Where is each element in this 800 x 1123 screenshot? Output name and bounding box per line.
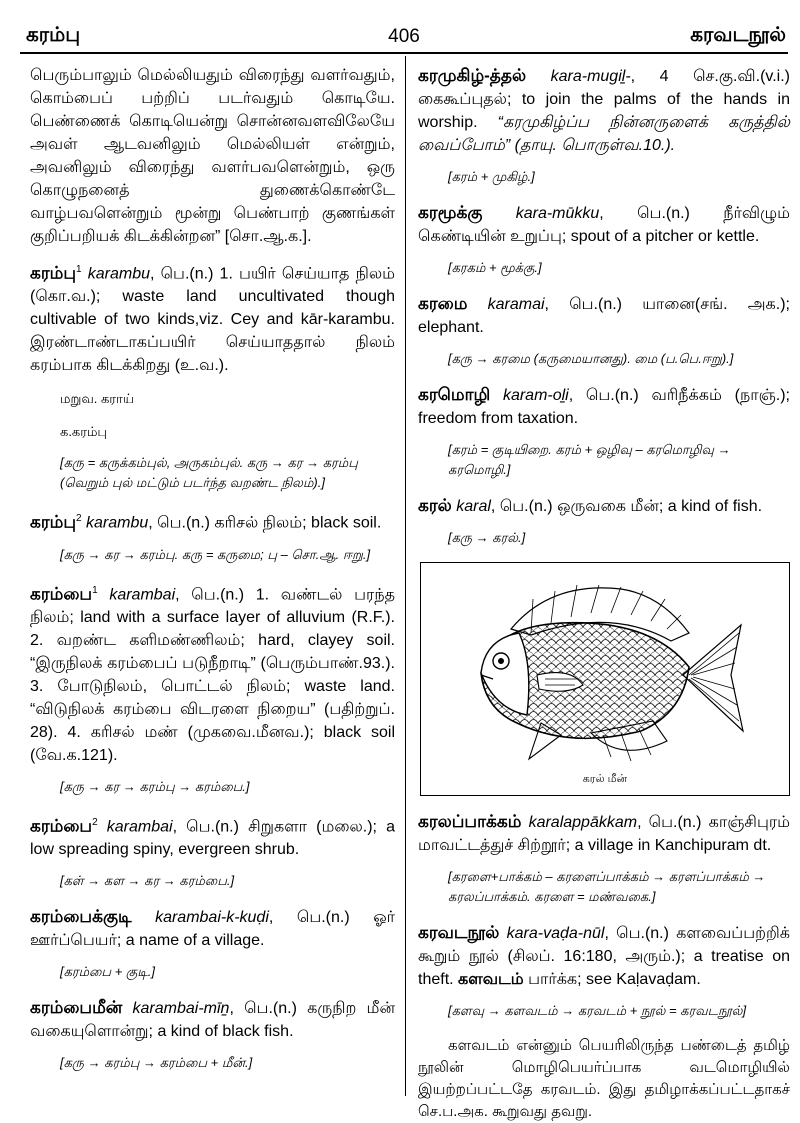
etymology: [களவு → களவடம் → கரவடம் + நூல் = கரவடநூல்]: [448, 1003, 747, 1018]
etymology: [கரு = கருக்கம்புல், அருகம்புல். கரு → கர → கரம்பு (வெறும் புல் மட்டும் படர்ந்த வறண்ட நிலம்).]: [60, 455, 358, 491]
definition: , பெ.(n.) கருநிற மீன் வகையுளொன்று; a kind of black fish.: [30, 1000, 395, 1041]
transliteration: kara-mūkku: [515, 205, 600, 222]
transliteration: karal: [456, 498, 491, 515]
headword: கரல்: [418, 496, 452, 515]
cross-reference: களவடம்: [458, 971, 524, 988]
right-column: [418, 64, 790, 1123]
synonym-line: மறுவ. கராய்: [60, 391, 134, 407]
definition: , பெ.(n.) கரிசல் நிலம்; black soil.: [148, 514, 382, 532]
entry-karamozhi: [418, 383, 790, 430]
transliteration: karambai: [106, 818, 173, 836]
headword: கரம்பை: [30, 583, 93, 603]
transliteration: karalappākkam: [528, 814, 638, 831]
homonym-number: 1: [76, 264, 82, 275]
homonym-number: 1: [92, 584, 98, 596]
headword: கரமூக்கு: [418, 203, 483, 222]
etymology: [கரகம் + மூக்கு.]: [448, 260, 542, 275]
entry-karamukku: [418, 201, 790, 248]
homonym-number: 2: [76, 513, 82, 525]
header-rule: [20, 52, 788, 54]
page-number: 406: [388, 26, 420, 47]
etymology: [கள் → கள → கர → கரம்பை.]: [60, 873, 235, 889]
transliteration: kara-vaḍa-nūl: [506, 925, 605, 942]
entry-karavadanul: [418, 921, 790, 991]
etymology: [கரம்பை + குடி.]: [60, 964, 155, 980]
headword: கரம்பைமீன்: [30, 998, 123, 1018]
page-header: [22, 2, 786, 48]
definition: , பெ.(n.) களவைப்பற்றிக் கூறும் நூல் (சிலப். 16:180, அரும்.); a treatise on theft.: [418, 925, 791, 988]
header-first-word: கரம்பு: [26, 24, 81, 46]
transliteration: karambu: [86, 514, 149, 532]
definition: , பெ.(n.) வரிநீக்கம் (நாஞ்.); freedom from taxation.: [418, 387, 790, 427]
definition: , பெ.(n.) 1. பயிர் செய்யாத நிலம் (கொ.வ.); waste land uncultivated though cultivable of two kinds,viz. Cey and kār-karambu. இரண்டாண்டாகப்பயிர் செய்யாததால் நிலம் கரம்பாக கிடக்கிறது (உ.வ.).: [30, 265, 395, 375]
definition: , பெ.(n.) ஓர் ஊர்ப்பெயர்; a name of a village.: [30, 909, 396, 950]
etymology: [கரு → கரல்.]: [448, 530, 526, 545]
definition: , பெ.(n.) ஒருவகை மீன்; a kind of fish.: [490, 498, 763, 515]
entry-karalappakkam: [418, 810, 790, 857]
definition: , பெ.(n.) 1. வண்டல் பரந்த நிலம்; land with a surface layer of alluvium (R.F.). 2. வறண்ட களிமண்ணிலம்; hard, clayey soil. “இருநிலக் கரம்பைப் படுநீறாடி” (பெரும்பாண்.93.). 3. போடுநிலம், பொட்டல் நிலம்; waste land. “விடுநிலக் கரம்பை விடரளை நிறைய” (பதிற்றுப். 28). 4. கரிசல் மண் (முகவை.மீனவ.); black soil (வே.க.121).: [30, 585, 395, 764]
left-column: [30, 64, 395, 1087]
headword: கரம்பு: [30, 512, 76, 532]
entry-karamugizh: [418, 64, 790, 157]
headword: கரமுகிழ்-த்தல்: [418, 66, 527, 85]
etymology: [கரம் = குடியிறை. கரம் + ஒழிவு – கரமொழிவு → கரமொழி.]: [448, 442, 731, 477]
citation: “கரமுகிழ்ப்ப நின்னருளைக் கருத்தில் வைப்போம்” (தாயு. பொருள்வ.10.).: [418, 114, 790, 154]
entry-karambai-2: [30, 811, 395, 861]
etymology: [கரு → கர → கரம்பு → கரம்பை.]: [60, 778, 250, 794]
transliteration: karambai: [109, 585, 176, 603]
etymology: [கரளை+பாக்கம் – கரளைப்பாக்கம் → கரளப்பாக்கம் → கரலப்பாக்கம். கரளை = மண்வகை.]: [448, 869, 766, 904]
entry-karambu-1: [30, 258, 395, 377]
header-last-word: கரவடநூல்: [690, 24, 786, 46]
figure-caption: கரல் மீன்: [582, 773, 628, 785]
cross-reference-text: பார்க்க; see Kaḷavaḍam.: [523, 971, 701, 988]
headword: கரம்பு: [30, 263, 76, 283]
entry-karambaikkudi: [30, 905, 395, 952]
definition: , பெ.(n.) சிறுகளா (மலை.); a low spreading spiny, evergreen shrub.: [30, 818, 395, 859]
fish-icon: [421, 563, 789, 795]
definition: , 4 செ.கு.வி.(v.i.) கைகூப்புதல்; to join the palms of the hands in worship.: [418, 68, 790, 131]
transliteration: karam-oḻi: [502, 387, 569, 404]
entry-karambai-1: [30, 579, 395, 767]
headword: கரம்பை: [30, 816, 93, 836]
entry-karamai: [418, 292, 790, 339]
fish-illustration: [420, 562, 790, 796]
headword: கரம்பைக்குடி: [30, 907, 132, 927]
column-divider: [405, 56, 406, 1096]
transliteration: karambu: [87, 265, 150, 283]
etymology: [கரம் + முகிழ்.]: [448, 169, 535, 184]
headword: கரவடநூல்: [418, 923, 500, 942]
etymology: [கரு → கரம்பு → கரம்பை + மீன்.]: [60, 1055, 253, 1071]
headword: கரலப்பாக்கம்: [418, 812, 522, 831]
homonym-number: 2: [92, 816, 98, 828]
transliteration: karamai: [487, 296, 545, 313]
headword: கரமொழி: [418, 385, 491, 404]
cognate-line: க.கரம்பு: [60, 424, 108, 440]
definition: , பெ.(n.) நீர்விழும் கெண்டியின் உறுப்பு; spout of a pitcher or kettle.: [418, 205, 790, 245]
continued-paragraph: பெரும்பாலும் மெல்லியதும் விரைந்து வளர்வதும், கொம்பைப் பற்றிப் படர்வதும் கொடியே. பெண்ணைக் கொடியென்று சொன்னவளவிலேயே அவள் ஆடவனிலும் மெல்லியள் என்றும், அவனிலும் விரைந்து வளர்பவளென்றும், ஒரு கொழுநனைத் துணைக்கொண்டே வாழ்பவளென்றும் மூன்று பெண்பாற் குணங்கள் குறிப்பறியக் கிடக்கின்றன” [சொ.ஆ.க.].: [30, 67, 395, 245]
etymology: [கரு → கர → கரம்பு. கரு = கருமை; பு – சொ.ஆ. ஈறு.]: [60, 546, 371, 562]
transliteration: kara-mugiḻ-: [550, 68, 631, 85]
entry-karambu-2: [30, 507, 395, 534]
definition: , பெ.(n.) யானை(சங். அக.); elephant.: [418, 296, 790, 336]
etymology: [கரு → கரமை (கருமையானது). மை (ப.பெ.ஈறு).]: [448, 351, 734, 366]
transliteration: karambai-k-kuḍi: [155, 909, 269, 927]
explanatory-note: களவடம் என்னும் பெயரிலிருந்த பண்டைத் தமிழ் நூலின் மொழிபெயர்ப்பாக வடமொழியில் இயற்றப்பட்டதே கரவடம். இது தமிழாக்கப்பட்டதாகச் செ.ப.அக. கூறுவது தவறு.: [418, 1037, 790, 1120]
transliteration: karambai-mīṉ: [132, 1000, 230, 1018]
headword: கரமை: [418, 294, 468, 313]
entry-karal: [418, 494, 790, 518]
entry-karambaimin: [30, 996, 395, 1043]
definition: , பெ.(n.) காஞ்சிபுரம் மாவட்டத்துச் சிற்றூர்; a village in Kanchipuram dt.: [418, 814, 790, 854]
